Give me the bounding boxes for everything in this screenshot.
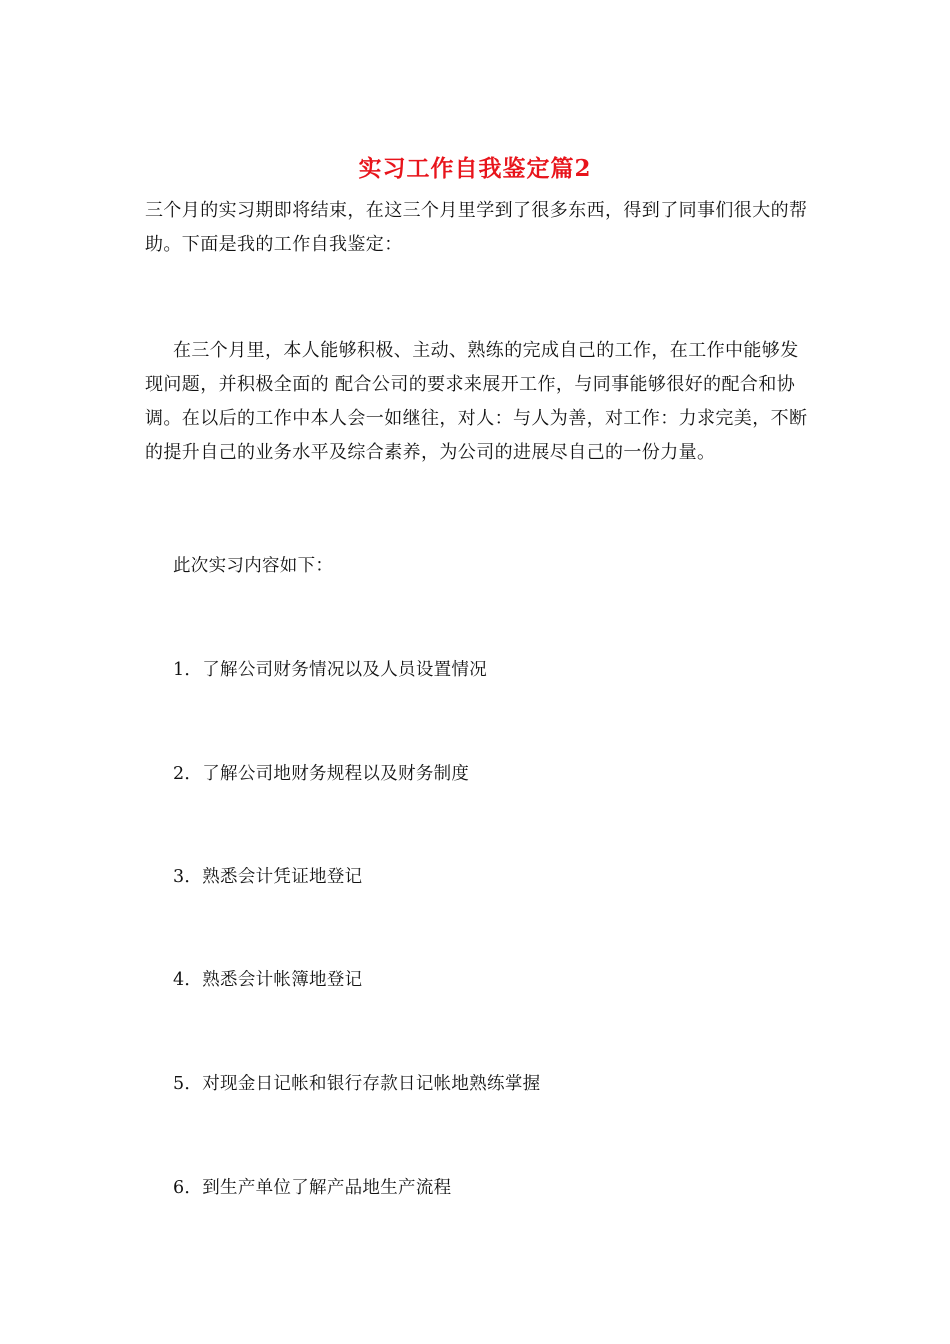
list-item: 4．熟悉会计帐簿地登记	[173, 970, 363, 990]
list-item: 3．熟悉会计凭证地登记	[173, 867, 363, 887]
list-item: 5．对现金日记帐和银行存款日记帐地熟练掌握	[173, 1074, 541, 1094]
body-paragraph: 在三个月里，本人能够积极、主动、熟练的完成自己的工作，在工作中能够发现问题，并积极全面的 配合公司的要求来展开工作，与同事能够很好的配合和协调。在以后的工作中本人会一如继往，对人：与人为善，对工作：力求完美，不断的提升自己的业务水平及综合素养，为公司的进展尽自己的一份力量。	[145, 340, 808, 463]
intro-paragraph: 三个月的实习期即将结束，在这三个月里学到了很多东西，得到了同事们很大的帮助。下面是我的工作自我鉴定：	[145, 200, 808, 255]
document-title: 实习工作自我鉴定篇2	[358, 155, 592, 182]
list-item: 6．到生产单位了解产品地生产流程	[173, 1178, 452, 1198]
list-item: 1．了解公司财务情况以及人员设置情况	[173, 660, 488, 680]
list-item: 2．了解公司地财务规程以及财务制度	[173, 764, 470, 784]
list-heading: 此次实习内容如下：	[173, 556, 334, 576]
